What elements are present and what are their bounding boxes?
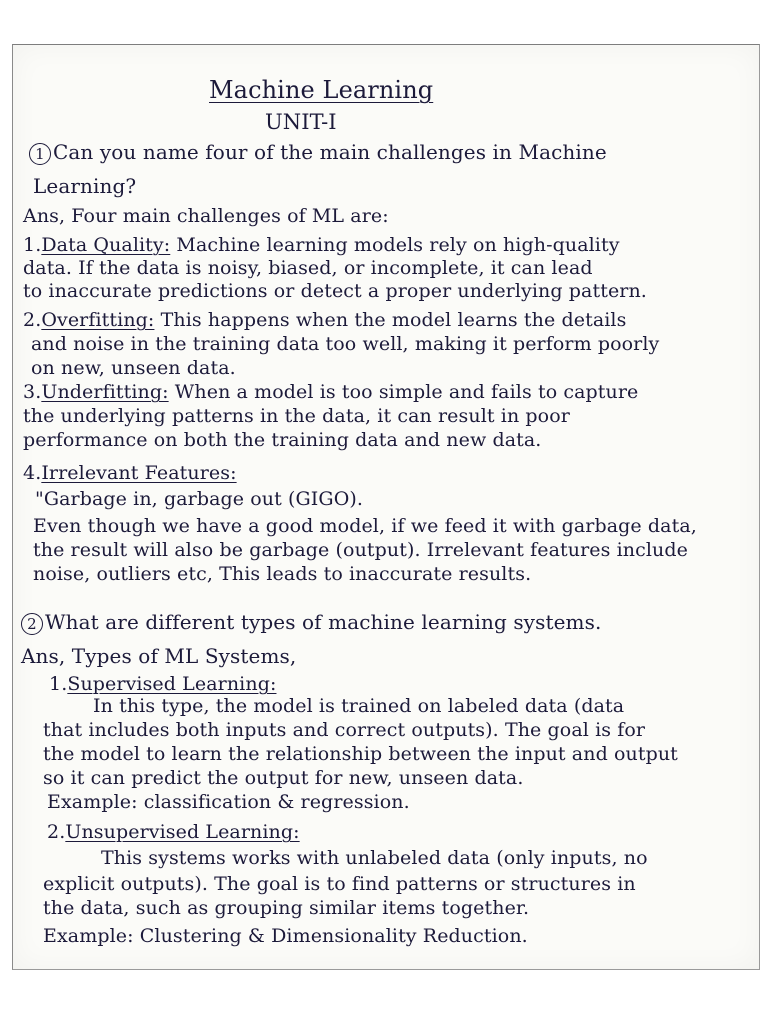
ml-type-example: Example: Clustering & Dimensionality Reduction.: [43, 925, 528, 947]
challenge-heading: Data Quality:: [41, 234, 171, 256]
challenge-text-line: on new, unseen data.: [31, 357, 236, 379]
question-1-text: Can you name four of the main challenges in Machine: [53, 140, 607, 164]
challenge-data-quality: [23, 234, 620, 256]
ml-type-unsupervised: [47, 821, 300, 843]
question-1-continued: Learning?: [33, 174, 137, 198]
challenge-text-line: the result will also be garbage (output). Irrelevant features include: [33, 539, 688, 561]
challenge-text-line: Even though we have a good model, if we feed it with garbage data,: [33, 515, 697, 537]
challenge-irrelevant-features: [23, 462, 237, 484]
question-2-text: What are different types of machine learning systems.: [45, 610, 602, 634]
ml-type-text-line: that includes both inputs and correct outputs). The goal is for: [43, 719, 646, 741]
challenge-text-line: performance on both the training data and new data.: [23, 429, 542, 451]
list-number: 3.: [23, 381, 42, 403]
challenge-text-line: to inaccurate predictions or detect a proper underlying pattern.: [23, 280, 647, 302]
ml-type-supervised: [49, 673, 276, 695]
notebook-page: [12, 44, 760, 970]
challenge-text-line: the underlying patterns in the data, it can result in poor: [23, 405, 570, 427]
ml-type-text-line: This systems works with unlabeled data (only inputs, no: [101, 847, 648, 869]
question-number-badge: 1: [29, 143, 51, 165]
list-number: 4.: [23, 462, 42, 484]
ml-type-text-line: In this type, the model is trained on labeled data (data: [93, 695, 625, 717]
unit-heading: UNIT-I: [265, 110, 337, 134]
answer-2-intro: Ans, Types of ML Systems,: [21, 644, 297, 668]
challenge-heading: Irrelevant Features:: [41, 462, 237, 484]
challenge-underfitting: [23, 381, 638, 403]
ml-type-text-line: so it can predict the output for new, unseen data.: [43, 767, 524, 789]
list-number: 1.: [49, 673, 68, 695]
challenge-text: Machine learning models rely on high-quality: [176, 234, 620, 256]
challenge-text-line: "Garbage in, garbage out (GIGO).: [35, 488, 364, 510]
ml-type-example: Example: classification & regression.: [47, 791, 410, 813]
ml-type-text-line: the model to learn the relationship between the input and output: [43, 743, 678, 765]
ml-type-heading: Unsupervised Learning:: [65, 821, 300, 843]
question-number-badge: 2: [21, 613, 43, 635]
challenge-overfitting: [23, 309, 626, 331]
challenge-text-line: noise, outliers etc, This leads to inaccurate results.: [33, 563, 532, 585]
challenge-text-line: data. If the data is noisy, biased, or incomplete, it can lead: [23, 257, 593, 279]
answer-1-intro: Ans, Four main challenges of ML are:: [23, 205, 389, 227]
challenge-text: This happens when the model learns the details: [160, 309, 627, 331]
challenge-text: When a model is too simple and fails to capture: [174, 381, 639, 403]
page-title: Machine Learning: [209, 76, 434, 104]
challenge-heading: Underfitting:: [41, 381, 169, 403]
ml-type-heading: Supervised Learning:: [67, 673, 277, 695]
question-2: [21, 611, 601, 635]
list-number: 2.: [47, 821, 66, 843]
challenge-heading: Overfitting:: [41, 309, 155, 331]
ml-type-text-line: the data, such as grouping similar items together.: [43, 897, 530, 919]
challenge-text-line: and noise in the training data too well, making it perform poorly: [31, 333, 660, 355]
list-number: 2.: [23, 309, 42, 331]
list-number: 1.: [23, 234, 42, 256]
question-1: [29, 141, 607, 165]
ml-type-text-line: explicit outputs). The goal is to find patterns or structures in: [43, 873, 636, 895]
